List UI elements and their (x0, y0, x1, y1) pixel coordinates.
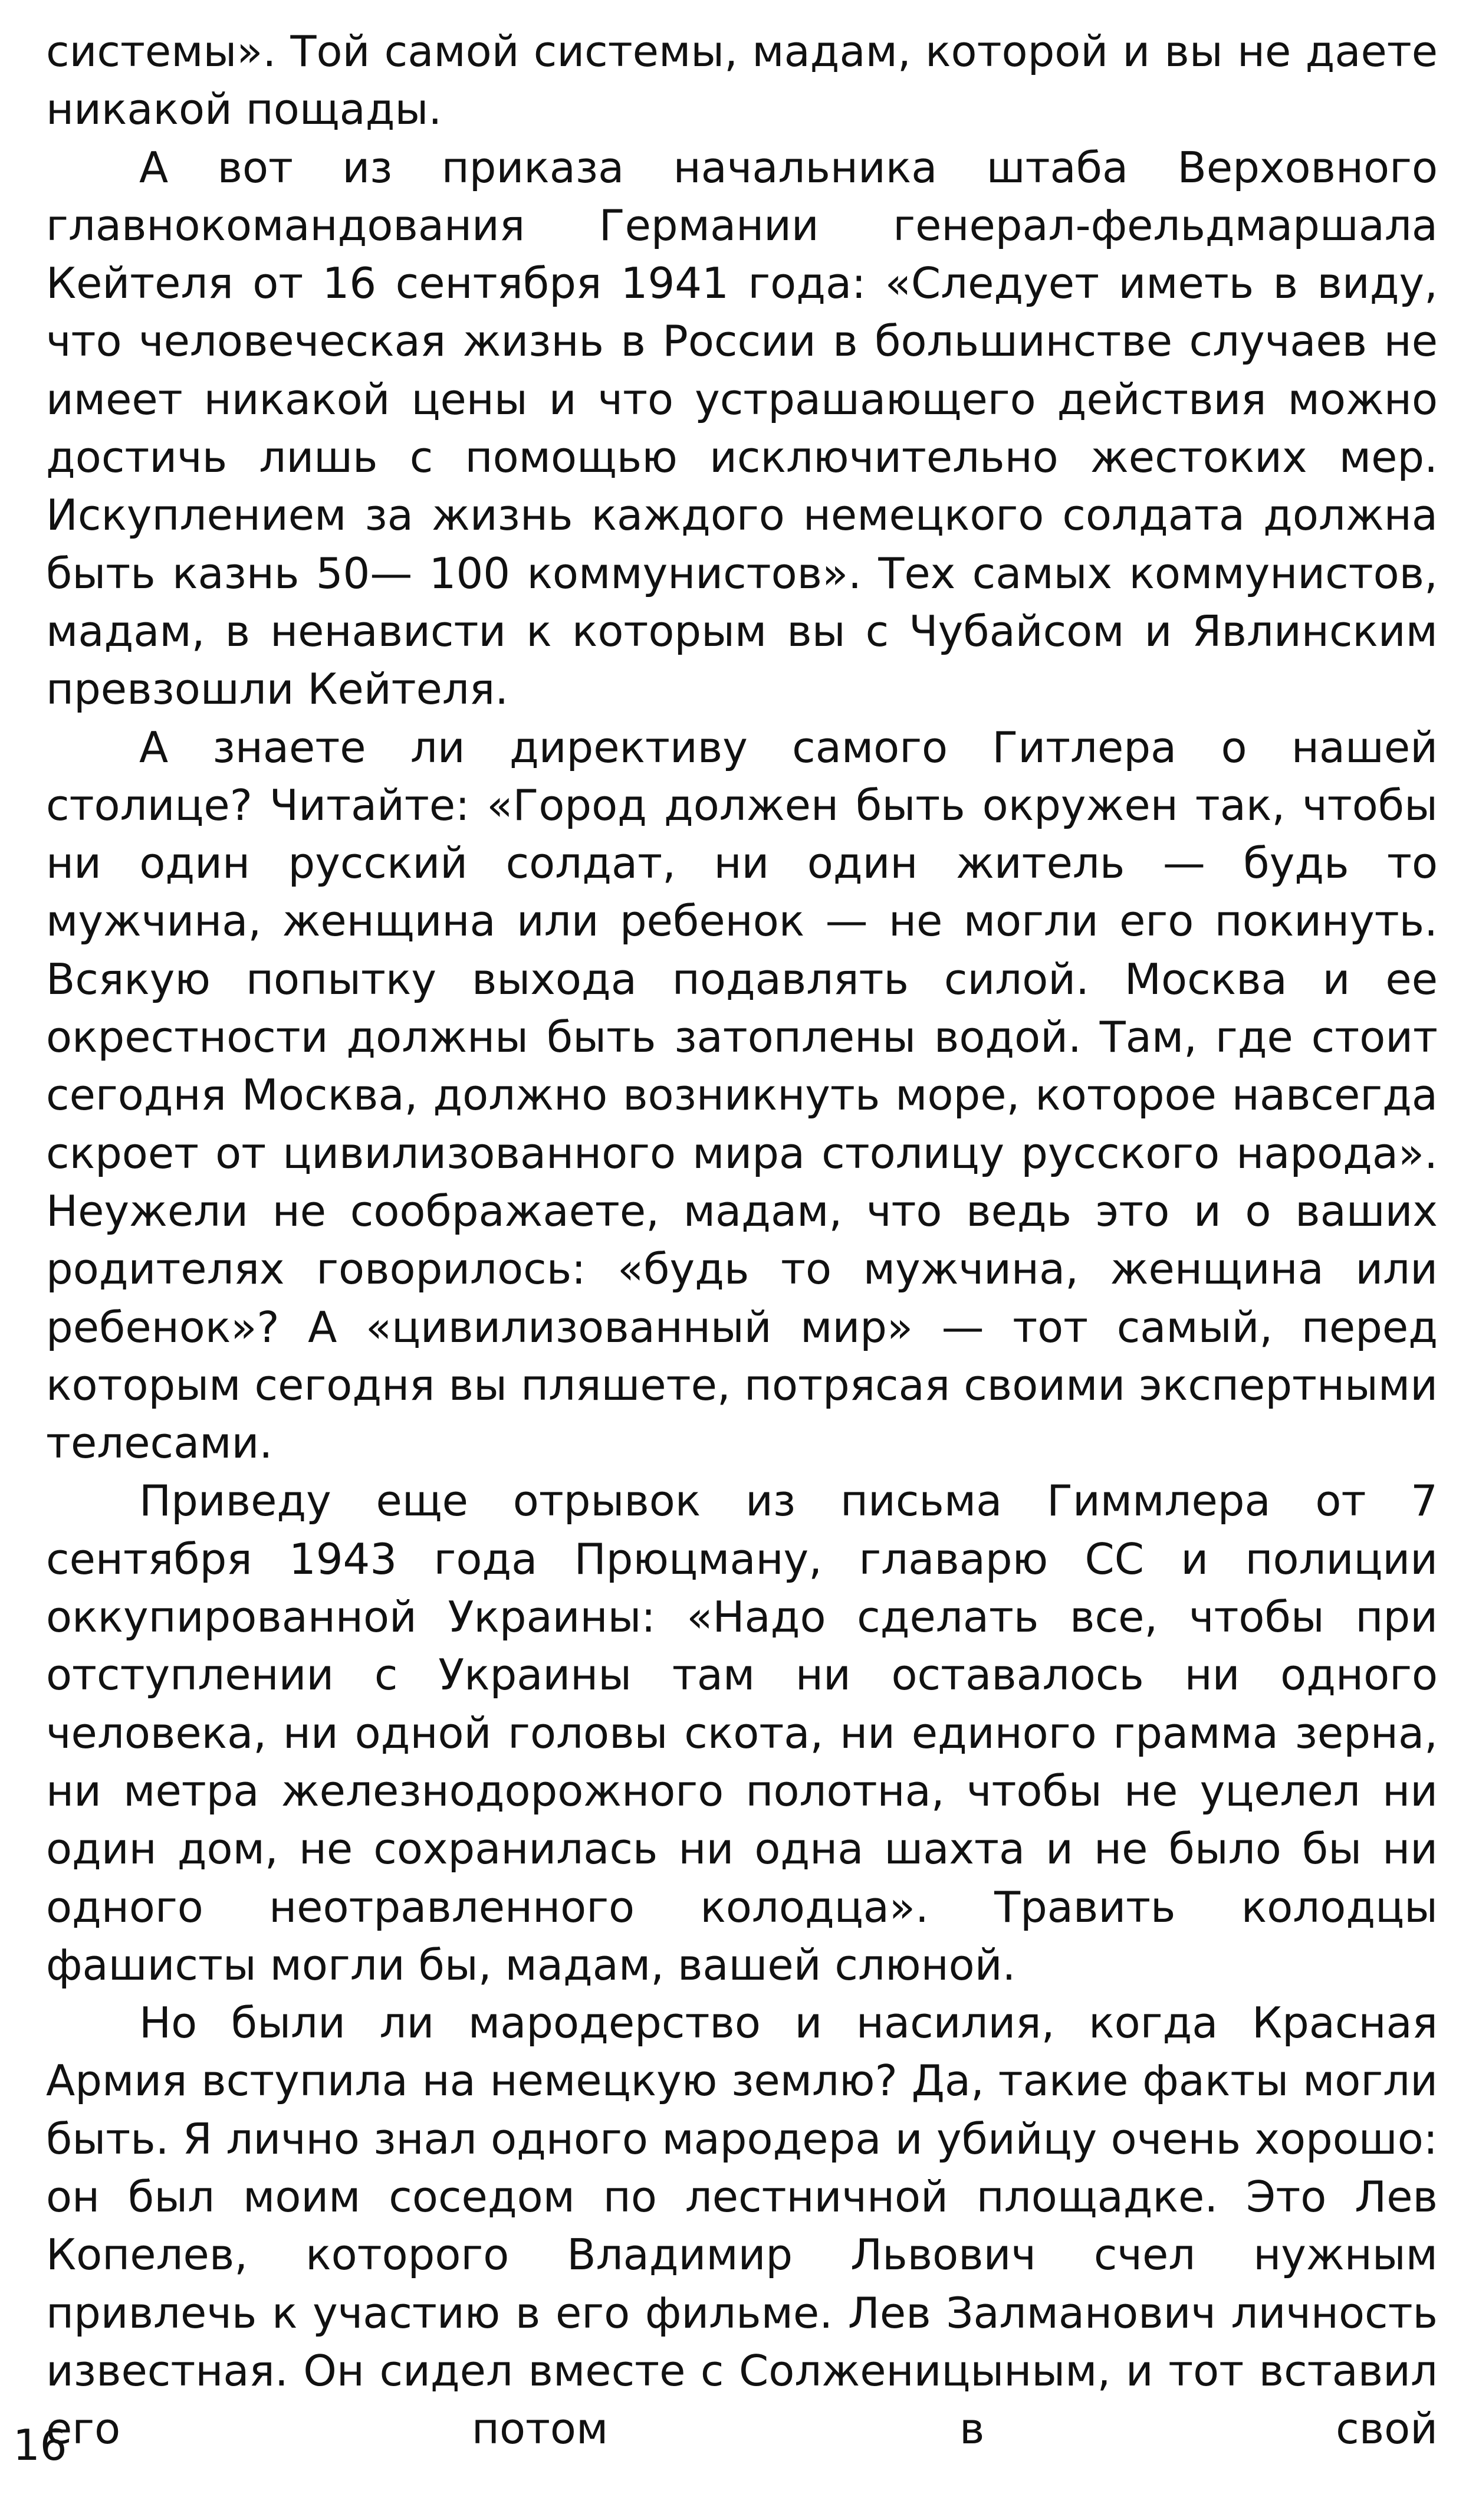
paragraph-himmler-letter: Приведу еще отрывок из письма Гиммлера от 7 сентября 1943 года Прюцману, главарю СС и полиции оккупированной Украины: «Надо сделать все, чтобы при отступлении с Украины там ни оставалось ни одного человека, ни одной головы скота, ни единого грамма зерна, ни метра железнодорожного полотна, чтобы не уцелел ни один дом, не сохранилась ни одна шахта и не было бы ни одного неотравленного колодца». Травить колодцы фашисты могли бы, мадам, вашей слюной. (46, 1476, 1438, 1990)
paragraph-hitler-directive: А знаете ли директиву самого Гитлера о нашей столице? Читайте: «Город должен быть окружен так, чтобы ни один русский солдат, ни один житель — будь то мужчина, женщина или ребенок — не могли его покинуть. Всякую попытку выхода подавлять силой. Москва и ее окрестности должны быть затоплены водой. Там, где стоит сегодня Москва, должно возникнуть море, которое навсегда скроет от цивилизованного мира столицу русского народа». Неужели не соображаете, мадам, что ведь это и о ваших родителях говорилось: «будь то мужчина, женщина или ребенок»? А «цивилизованный мир» — тот самый, перед которым сегодня вы пляшете, потрясая своими экспертными телесами. (46, 722, 1438, 1468)
body-text (46, 22, 1438, 2457)
paragraph-keitel-order: А вот из приказа начальника штаба Верховного главнокомандования Германии генерал-фельдмаршала Кейтеля от 16 сентября 1941 года: «Следует иметь в виду, что человеческая жизнь в России в большинстве случаев не имеет никакой цены и что устрашающего действия можно достичь лишь с помощью исключительно жестоких мер. Искуплением за жизнь каждого немецкого солдата должна быть казнь 50— 100 коммунистов». Тех самых коммунистов, мадам, в ненависти к которым вы с Чубайсом и Явлинским превзошли Кейтеля. (46, 142, 1438, 714)
paragraph-red-army: Но были ли мародерство и насилия, когда Красная Армия вступила на немецкую землю? Да, такие факты могли быть. Я лично знал одного мародера и убийцу очень хорошо: он был моим соседом по лестничной площадке. Это Лев Копелев, которого Владимир Львович счел нужным привлечь к участию в его фильме. Лев Залманович личность известная. Он сидел вместе с Солженицыным, и тот вставил его потом в свой (46, 1998, 1438, 2454)
paragraph-continuation: системы». Той самой системы, мадам, которой и вы не даете никакой пощады. (46, 27, 1438, 134)
page-number: 16 (13, 2420, 67, 2470)
